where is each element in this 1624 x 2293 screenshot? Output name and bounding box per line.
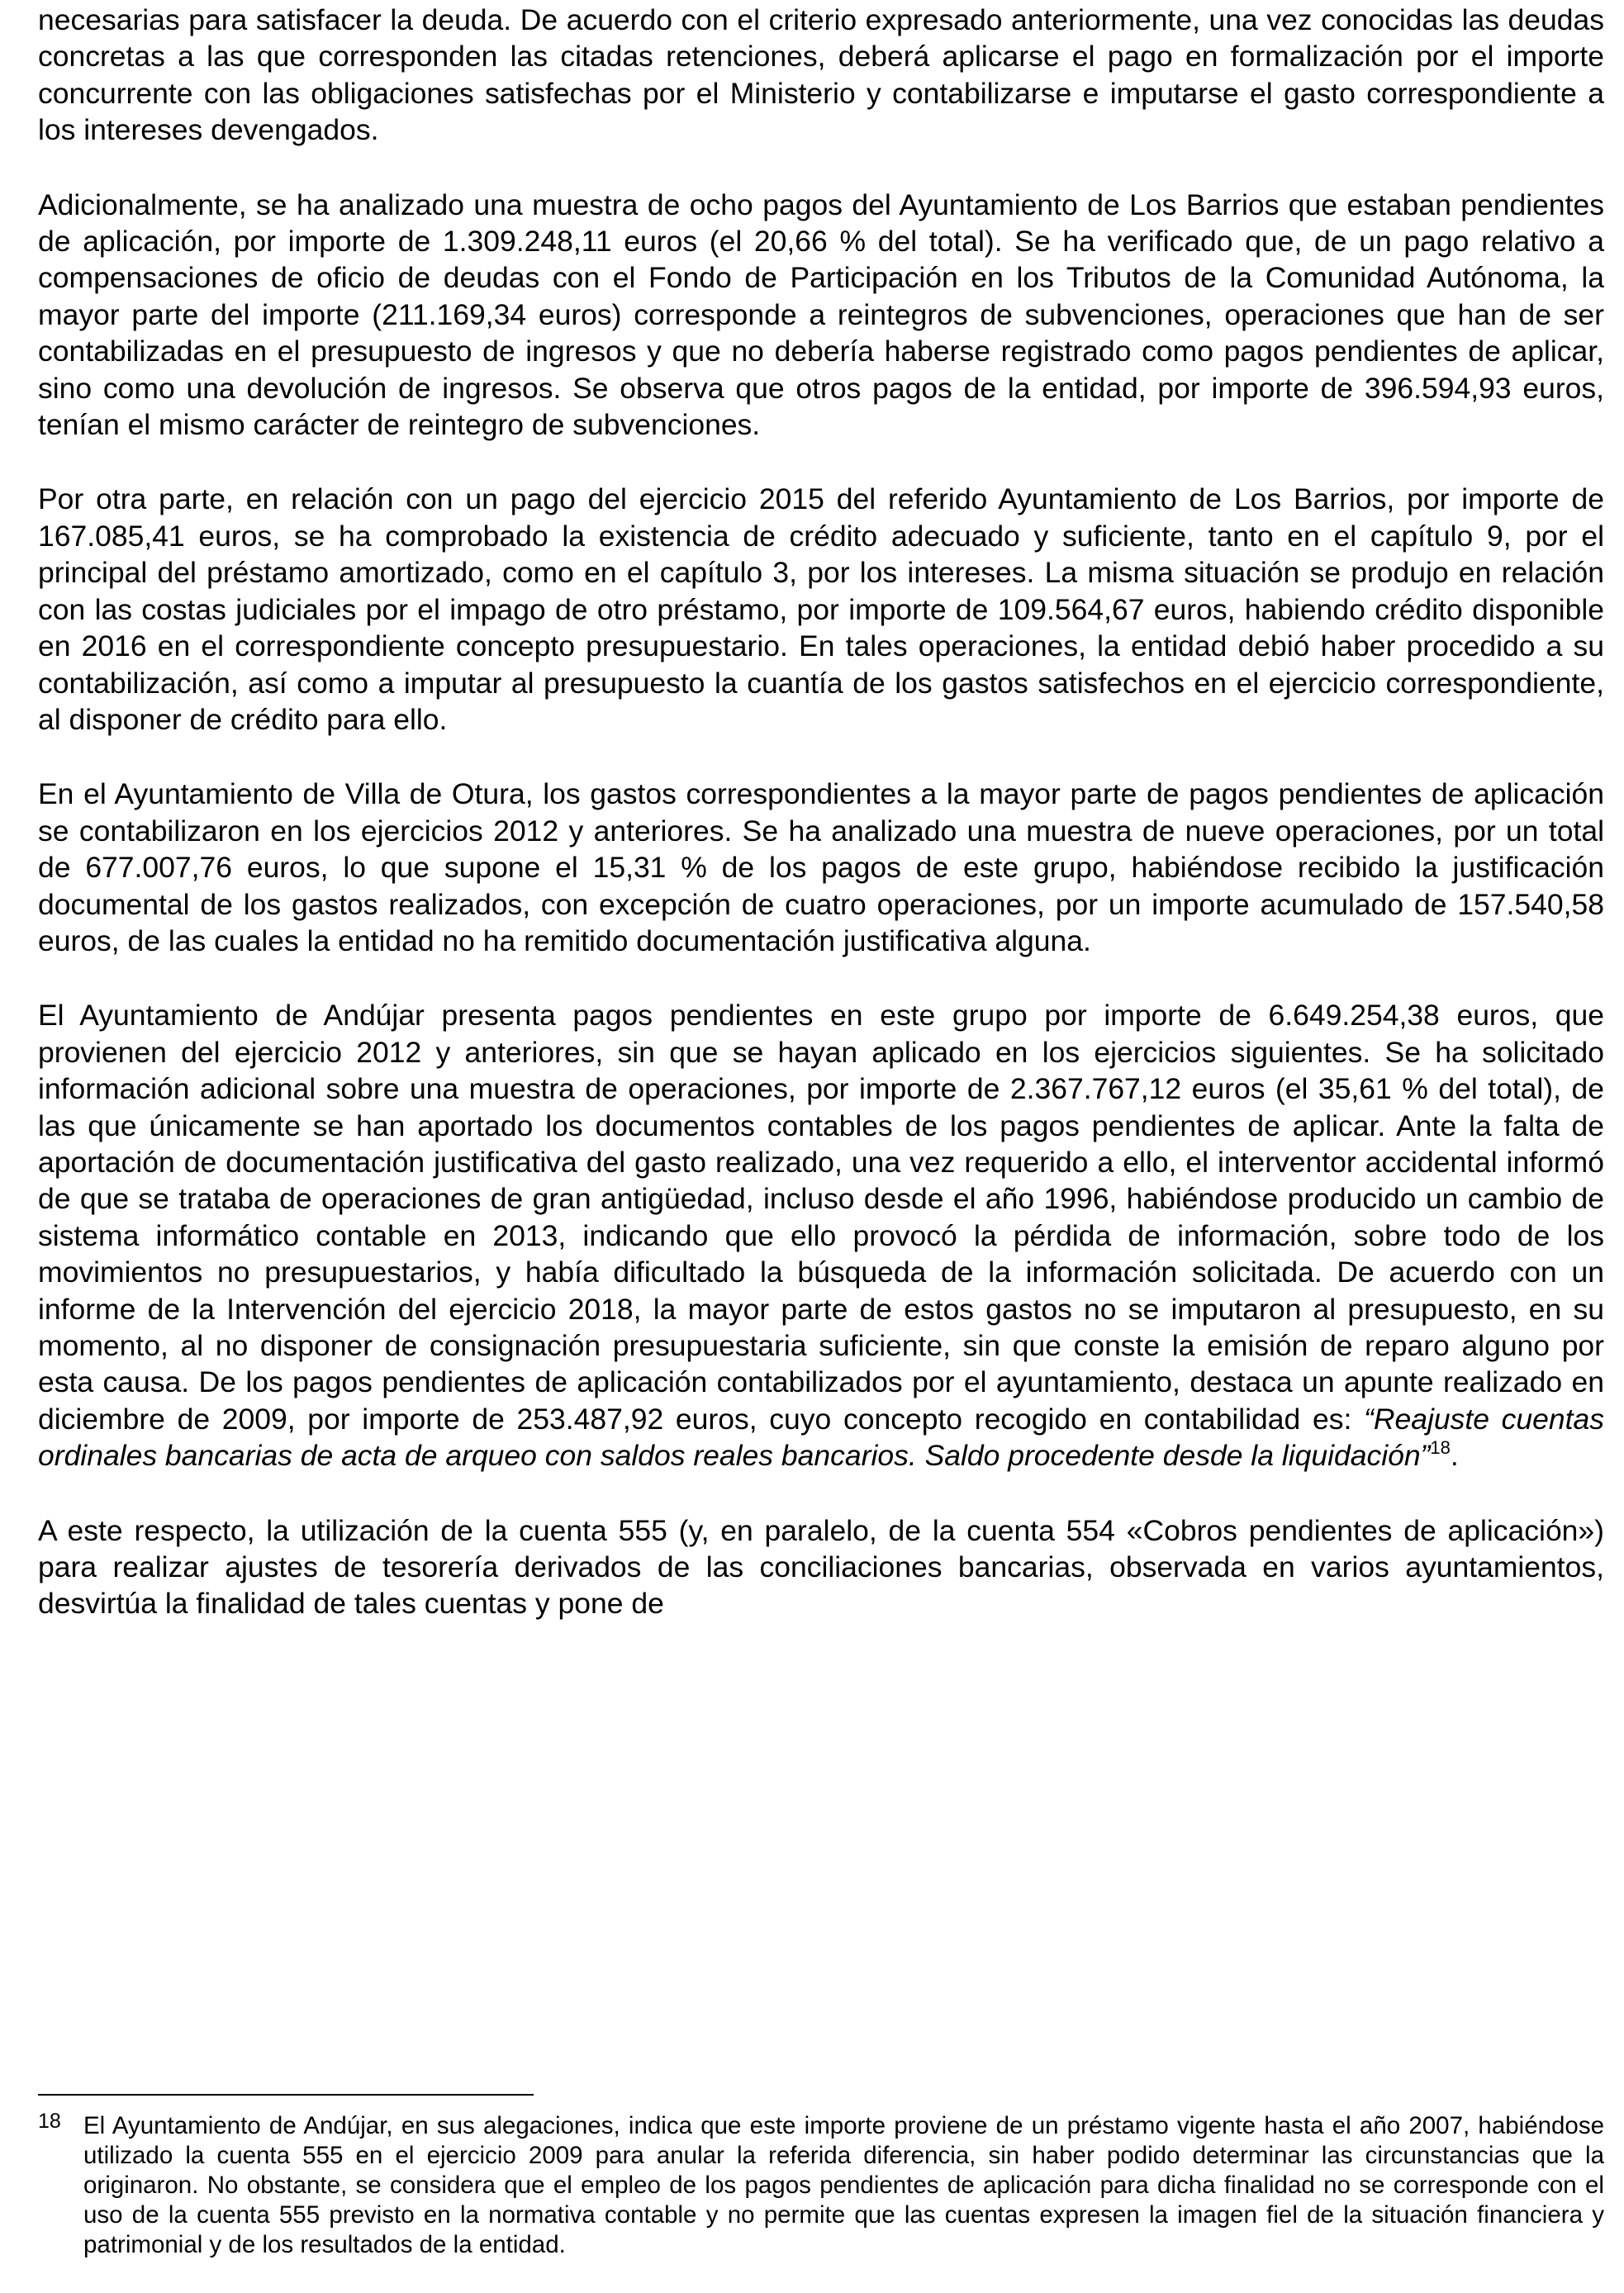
footnote-number: 18 [38, 2110, 61, 2133]
footnote-separator [38, 2094, 534, 2096]
paragraph-5-end: . [1450, 1439, 1459, 1473]
paragraph-5 [38, 997, 1604, 1474]
paragraph-4: En el Ayuntamiento de Villa de Otura, los gastos correspondientes a la mayor parte de pagos pendientes de aplicación se contabilizaron en los ejercicios 2012 y anteriores. Se ha analizado una muestra de nueve operaciones, por un total de 677.007,76 euros, lo que supone el 15,31 % de los pagos de este grupo, habiéndose recibido la justificación documental de los gastos realizados, con excepción de cuatro operaciones, por un importe acumulado de 157.540,58 euros, de las cuales la entidad no ha remitido documentación justificativa alguna. [38, 777, 1604, 957]
paragraph-5-quote: “Reajuste cuentas ordinales bancarias de acta de arqueo con saldos reales bancarios. Saldo procedente desde la liquidación” [38, 1402, 1604, 1473]
paragraph-2: Adicionalmente, se ha analizado una muestra de ocho pagos del Ayuntamiento de Los Barrios que estaban pendientes de aplicación, por importe de 1.309.248,11 euros (el 20,66 % del total). Se ha verificado que, de un pago relativo a compensaciones de oficio de deudas con el Fondo de Participación en los Tributos de la Comunidad Autónoma, la mayor parte del importe (211.169,34 euros) corresponde a reintegros de subvenciones, operaciones que han de ser contabilizadas en el presupuesto de ingresos y que no debería haberse registrado como pagos pendientes de aplicar, sino como una devolución de ingresos. Se observa que otros pagos de la entidad, por importe de 396.594,93 euros, tenían el mismo carácter de reintegro de subvenciones. [38, 188, 1604, 442]
footnote-18 [38, 2111, 1604, 2260]
paragraph-6: A este respecto, la utilización de la cuenta 555 (y, en paralelo, de la cuenta 554 «Cobros pendientes de aplicación») para realizar ajustes de tesorería derivados de las conciliaciones bancarias, observada en varios ayuntamientos, desvirtúa la finalidad de tales cuentas y pone de [38, 1513, 1604, 1621]
paragraph-3: Por otra parte, en relación con un pago del ejercicio 2015 del referido Ayuntamiento de Los Barrios, por importe de 167.085,41 euros, se ha comprobado la existencia de crédito adecuado y suficiente, tanto en el capítulo 9, por el principal del préstamo amortizado, como en el capítulo 3, por los intereses. La misma situación se produjo en relación con las costas judiciales por el impago de otro préstamo, por importe de 109.564,67 euros, habiendo crédito disponible en 2016 en el correspondiente concepto presupuestario. En tales operaciones, la entidad debió haber procedido a su contabilización, así como a imputar al presupuesto la cuantía de los gastos satisfechos en el ejercicio correspondiente, al disponer de crédito para ello. [38, 482, 1604, 736]
footnote-reference-18[interactable]: 18 [1430, 1437, 1451, 1459]
footnote-text: El Ayuntamiento de Andújar, en sus alegaciones, indica que este importe proviene de un préstamo vigente hasta el año 2007, habiéndose utilizado la cuenta 555 en el ejercicio 2009 para anular la referida diferencia, sin haber podido determinar las circunstancias que la originaron. No obstante, se considera que el empleo de los pagos pendientes de aplicación para dicha finalidad no se corresponde con el uso de la cuenta 555 previsto en la normativa contable y no permite que las cuentas expresen la imagen fiel de la situación financiera y patrimonial y de los resultados de la entidad. [83, 2112, 1604, 2258]
paragraph-1: necesarias para satisfacer la deuda. De acuerdo con el criterio expresado anteriormente, una vez conocidas las deudas concretas a las que corresponden las citadas retenciones, deberá aplicarse el pago en formalización por el importe concurrente con las obligaciones satisfechas por el Ministerio y contabilizarse e imputarse el gasto correspondiente a los intereses devengados. [38, 3, 1604, 147]
paragraph-5-text: El Ayuntamiento de Andújar presenta pagos pendientes en este grupo por importe de 6.649.254,38 euros, que provienen del ejercicio 2012 y anteriores, sin que se hayan aplicado en los ejercicios siguientes. Se ha solicitado información adicional sobre una muestra de operaciones, por importe de 2.367.767,12 euros (el 35,61 % del total), de las que únicamente se han aportado los documentos contables de los pagos pendientes de aplicar. Ante la falta de aportación de documentación justificativa del gasto realizado, una vez requerido a ello, el interventor accidental informó de que se trataba de operaciones de gran antigüedad, incluso desde el año 1996, habiéndose producido un cambio de sistema informático contable en 2013, indicando que ello provocó la pérdida de información, sobre todo de los movimientos no presupuestarios, y había dificultado la búsqueda de la información solicitada. De acuerdo con un informe de la Intervención del ejercicio 2018, la mayor parte de estos gastos no se imputaron al presupuesto, en su momento, al no disponer de consignación presupuestaria suficiente, sin que conste la emisión de reparo alguno por esta causa. De los pagos pendientes de aplicación contabilizados por el ayuntamiento, destaca un apunte realizado en diciembre de 2009, por importe de 253.487,92 euros, cuyo concepto recogido en contabilidad es: [38, 999, 1604, 1436]
document-body [38, 2, 1604, 1660]
